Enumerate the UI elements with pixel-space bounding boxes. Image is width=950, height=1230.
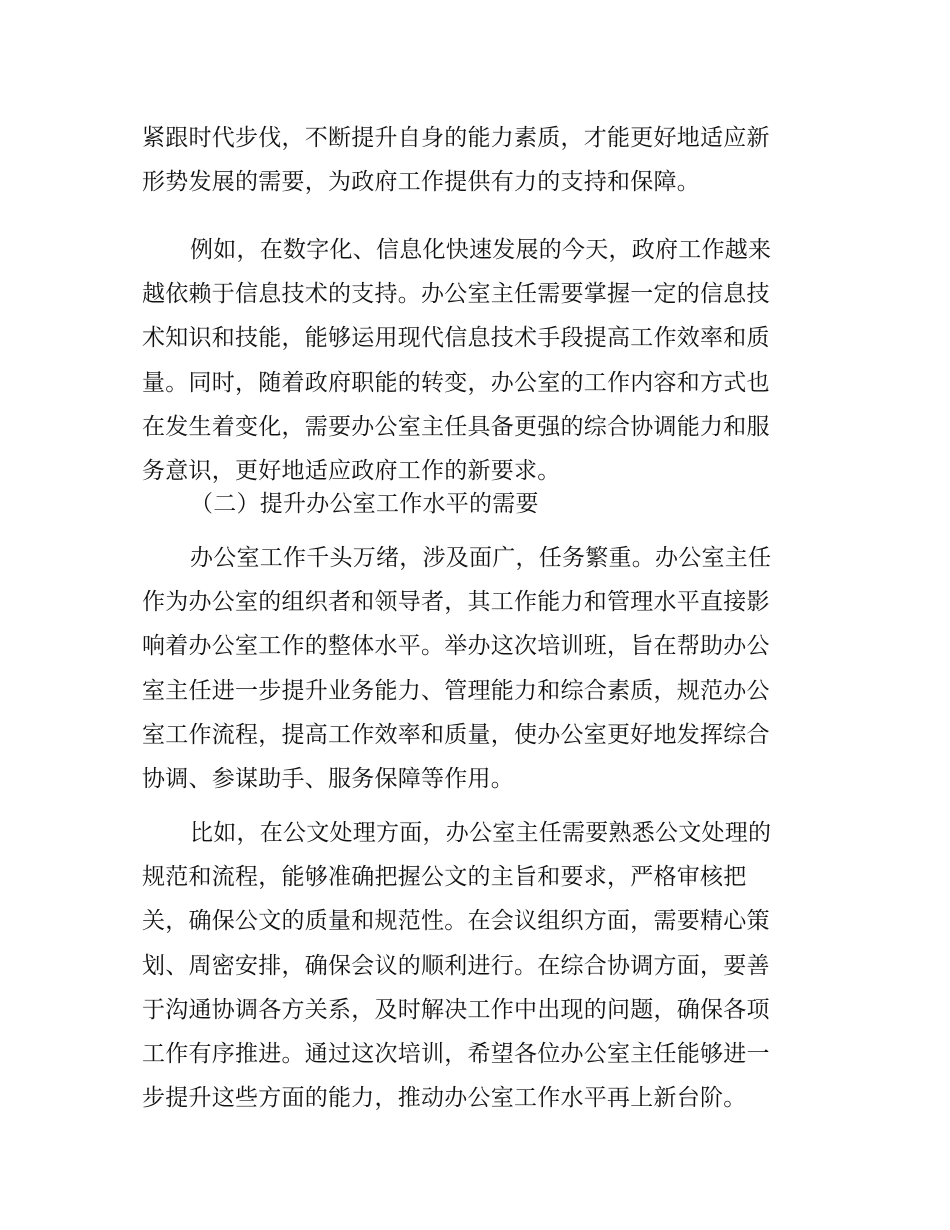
- paragraph-line: 室主任进一步提升业务能力、管理能力和综合素质，规范办公: [142, 678, 770, 704]
- paragraph-line: 务意识，更好地适应政府工作的新要求。: [142, 458, 561, 484]
- paragraph-line: 越依赖于信息技术的支持。办公室主任需要掌握一定的信息技: [142, 281, 770, 307]
- paragraph-line: 在发生着变化，需要办公室主任具备更强的综合协调能力和服: [142, 414, 770, 440]
- paragraph-line: 作为办公室的组织者和领导者，其工作能力和管理水平直接影: [142, 589, 770, 615]
- paragraph-line: 规范和流程，能够准确把握公文的主旨和要求，严格审核把: [142, 864, 747, 890]
- paragraph-line: 例如，在数字化、信息化快速发展的今天，政府工作越来: [190, 237, 772, 263]
- paragraph-line: 紧跟时代步伐，不断提升自身的能力素质，才能更好地适应新: [142, 125, 770, 151]
- paragraph-line: 于沟通协调各方关系，及时解决工作中出现的问题，确保各项: [142, 997, 770, 1023]
- paragraph-line: 量。同时，随着政府职能的转变，办公室的工作内容和方式也: [142, 370, 770, 396]
- paragraph-line: 室工作流程，提高工作效率和质量，使办公室更好地发挥综合: [142, 722, 770, 748]
- paragraph-line: 关，确保公文的质量和规范性。在会议组织方面，需要精心策: [142, 908, 770, 934]
- paragraph-line: 响着办公室工作的整体水平。举办这次培训班，旨在帮助办公: [142, 633, 770, 659]
- paragraph-line: 术知识和技能，能够运用现代信息技术手段提高工作效率和质: [142, 325, 770, 351]
- paragraph-line: 形势发展的需要，为政府工作提供有力的支持和保障。: [142, 169, 700, 195]
- paragraph-line: 划、周密安排，确保会议的顺利进行。在综合协调方面，要善: [142, 953, 770, 979]
- paragraph-line: 步提升这些方面的能力，推动办公室工作水平再上新台阶。: [142, 1085, 747, 1111]
- paragraph-line: 办公室工作千头万绪，涉及面广，任务繁重。办公室主任: [190, 545, 772, 571]
- section-heading: （二）提升办公室工作水平的需要: [190, 491, 539, 517]
- paragraph-line: 工作有序推进。通过这次培训，希望各位办公室主任能够进一: [142, 1041, 770, 1067]
- paragraph-line: 协调、参谋助手、服务保障等作用。: [142, 766, 514, 792]
- paragraph-line: 比如，在公文处理方面，办公室主任需要熟悉公文处理的: [190, 820, 772, 846]
